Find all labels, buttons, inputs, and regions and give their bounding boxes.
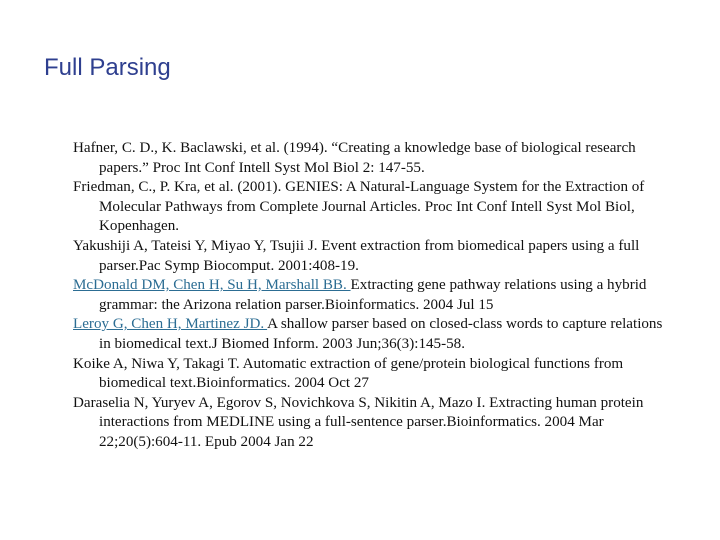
reference-text: Koike A, Niwa Y, Takagi T. Automatic extraction of gene/protein biological functions from biomedical text.Bioinformatics. 2004 Oct 27 — [73, 355, 624, 392]
reference-item — [73, 315, 673, 354]
author-link[interactable]: Leroy G, Chen H, Martinez JD. — [73, 316, 268, 333]
reference-item — [73, 237, 673, 276]
reference-item — [73, 178, 673, 237]
reference-item — [73, 139, 673, 178]
reference-list — [73, 139, 673, 453]
reference-item — [73, 394, 673, 453]
reference-text: Yakushiji A, Tateisi Y, Miyao Y, Tsujii J. Event extraction from biomedical papers using a full parser.Pac Symp Biocomput. 2001:408-19. — [73, 237, 640, 274]
reference-item — [73, 355, 673, 394]
slide-title: Full Parsing — [44, 54, 171, 81]
reference-text: Friedman, C., P. Kra, et al. (2001). GENIES: A Natural-Language System for the Extraction of Molecular Pathways from Complete Journal Articles. Proc Int Conf Intell Syst Mol Biol, Kopenhagen. — [73, 179, 645, 235]
reference-text: A shallow parser based on closed-class words to capture relations in biomedical text.J Biomed Inform. 2003 Jun;36(3):145-58. — [99, 316, 663, 352]
author-link[interactable]: McDonald DM, Chen H, Su H, Marshall BB. — [73, 277, 351, 294]
reference-text: Extracting gene pathway relations using a hybrid grammar: the Arizona relation parser.Bioinformatics. 2004 Jul 15 — [99, 277, 647, 313]
reference-item — [73, 276, 673, 315]
reference-text: Hafner, C. D., K. Baclawski, et al. (1994). “Creating a knowledge base of biological research papers.” Proc Int Conf Intell Syst Mol Biol 2: 147-55. — [73, 140, 636, 176]
reference-text: Daraselia N, Yuryev A, Egorov S, Novichkova S, Nikitin A, Mazo I. Extracting human protein interactions from MEDLINE using a full-sentence parser.Bioinformatics. 2004 Mar 22;20(5):604-11. Epub 2004 Jan 22 — [73, 394, 644, 450]
